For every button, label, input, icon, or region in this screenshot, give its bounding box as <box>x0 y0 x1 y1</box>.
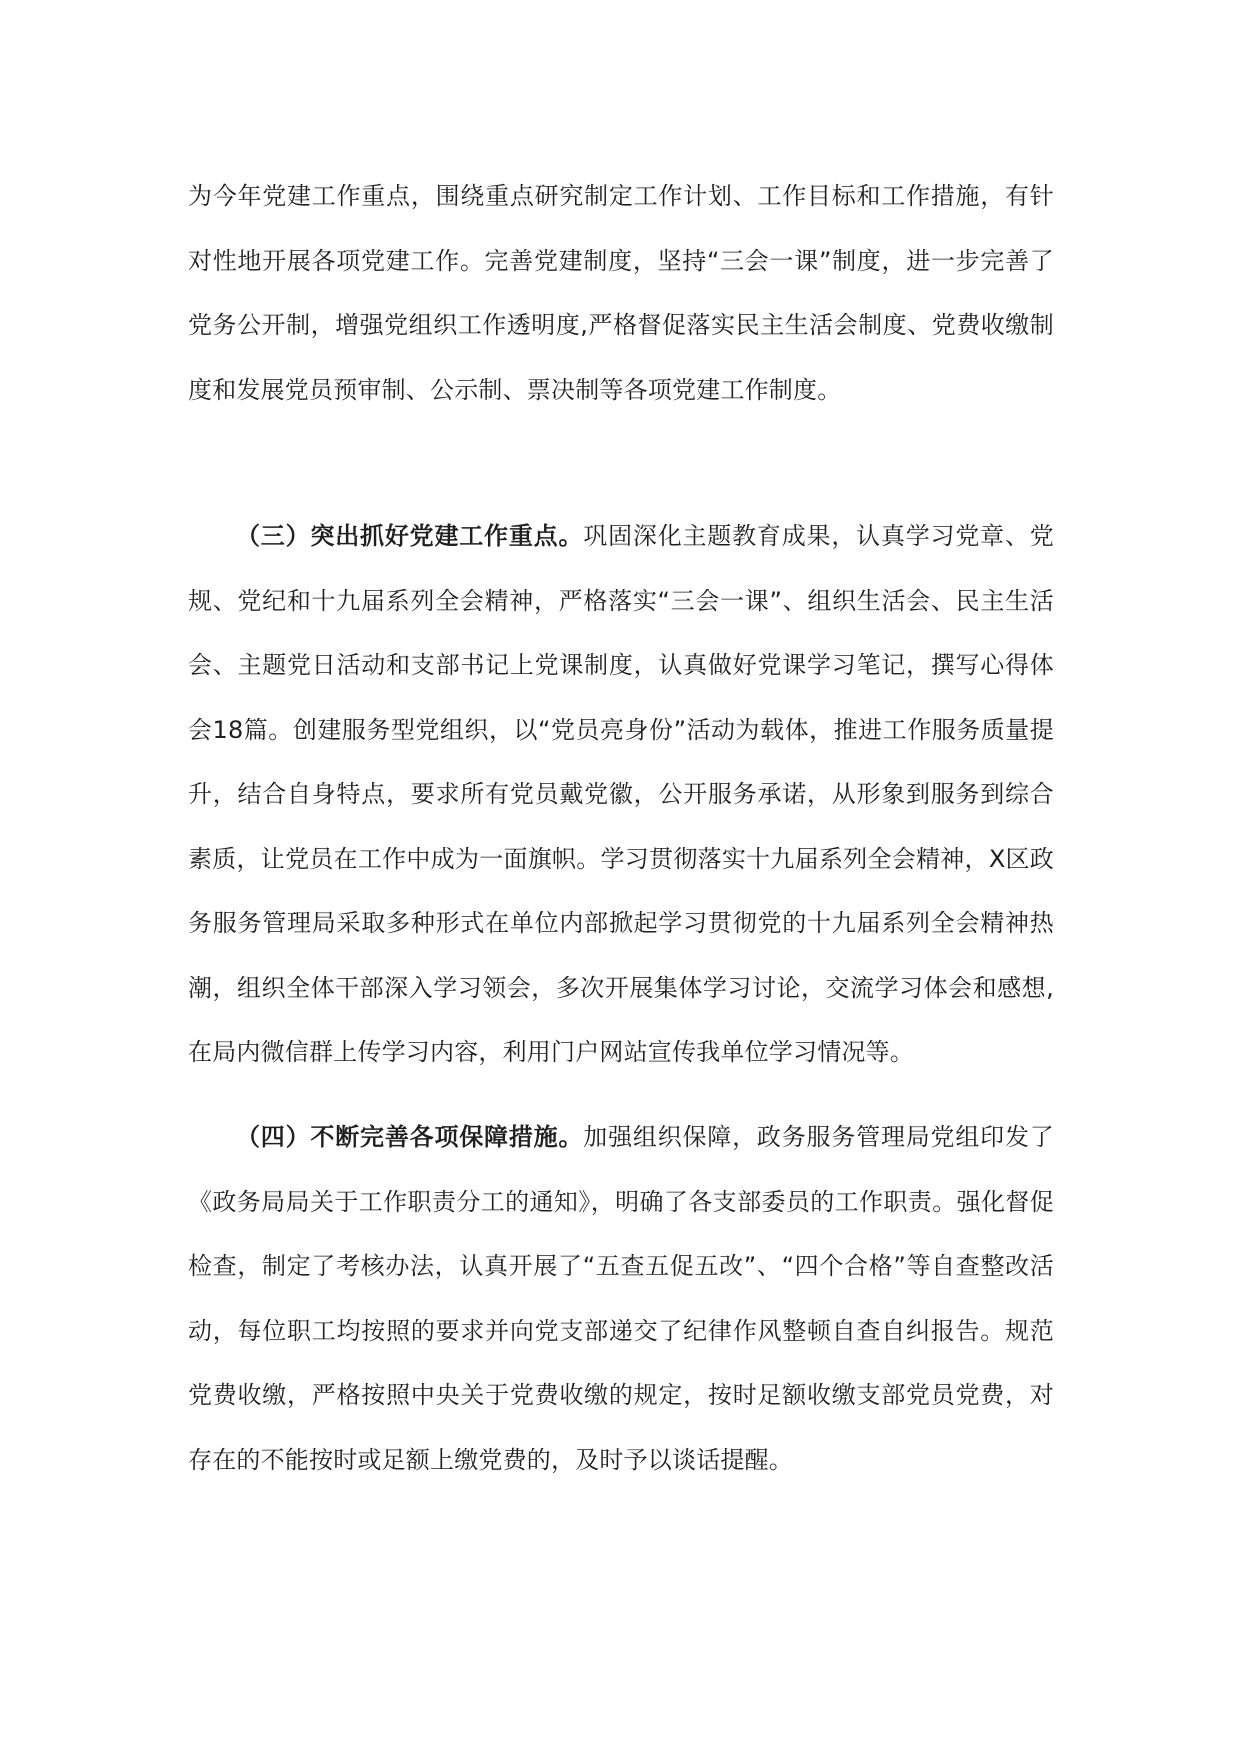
paragraph-body: 为今年党建工作重点，围绕重点研究制定工作计划、工作目标和工作措施，有针对性地开展各项党建工作。完善党建制度，坚持“三会一课”制度，进一步完善了党务公开制，增强党组织工作透明度,严格督促落实民主生活会制度、党费收缴制度和发展党员预审制、公示制、票决制等各项党建工作制度。 <box>188 182 1054 404</box>
section-heading: （四）不断完善各项保障措施。 <box>236 1123 584 1151</box>
paragraph-body: 加强组织保障，政务服务管理局党组印发了《政务局局关于工作职责分工的通知》，明确了各支部委员的工作职责。强化督促检查，制定了考核办法，认真开展了“五查五促五改”、“四个合格”等自查整改活动，每位职工均按照的要求并向党支部递交了纪律作风整顿自查自纠报告。规范党费收缴，严格按照中央关于党费收缴的规定，按时足额收缴支部党员党费，对存在的不能按时或足额上缴党费的，及时予以谈话提醒。 <box>188 1123 1054 1474</box>
paragraph-continuation <box>188 164 1054 422</box>
paragraph-body: 巩固深化主题教育成果，认真学习党章、党规、党纪和十九届系列全会精神，严格落实“三会一课”、组织生活会、民主生活会、主题党日活动和支部书记上党课制度，认真做好党课学习笔记，撰写心得体会18篇。创建服务型党组织，以“党员亮身份”活动为载体，推进工作服务质量提升，结合自身特点，要求所有党员戴党徽，公开服务承诺，从形象到服务到综合素质，让党员在工作中成为一面旗帜。学习贯彻落实十九届系列全会精神，X区政务服务管理局采取多种形式在单位内部掀起学习贯彻党的十九届系列全会精神热潮，组织全体干部深入学习领会，多次开展集体学习讨论，交流学习体会和感想,在局内微信群上传学习内容，利用门户网站宣传我单位学习情况等。 <box>188 522 1054 1066</box>
paragraph-section-four <box>188 1105 1054 1492</box>
paragraph-section-three <box>188 504 1054 1085</box>
section-heading: （三）突出抓好党建工作重点。 <box>236 522 584 550</box>
